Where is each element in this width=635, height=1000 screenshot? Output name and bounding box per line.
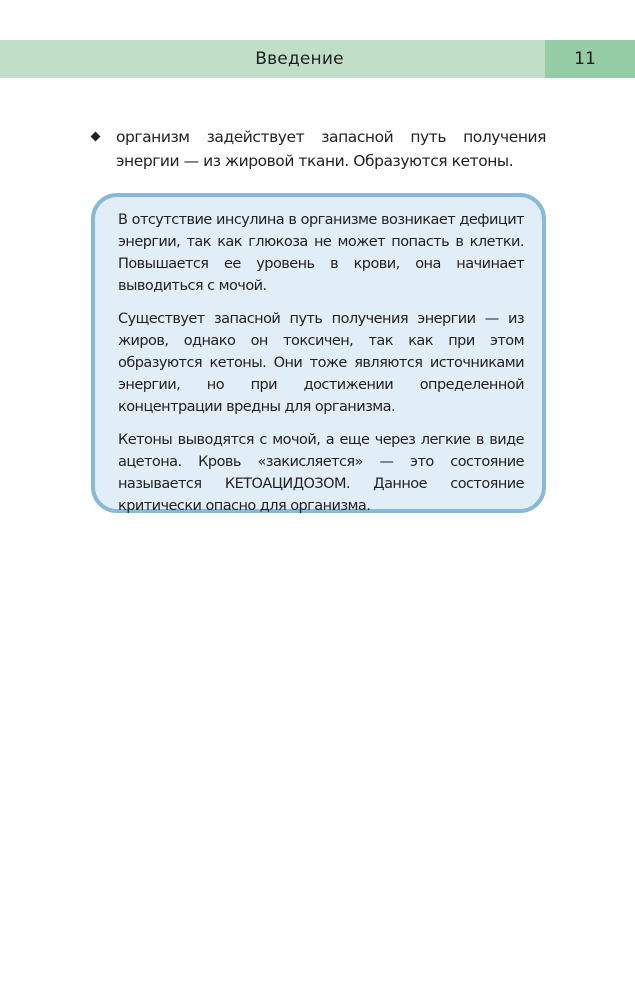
info-paragraph-3: Кетоны выводятся с мочой, а еще через легкие в виде ацетона. Кровь «закисляется» — это состояние называется КЕТОАЦИДОЗОМ. Данное состояние критически опасно для организма.	[118, 432, 524, 514]
page-number: 11	[574, 49, 596, 69]
page-header	[0, 40, 635, 78]
info-paragraph-1: В отсутствие инсулина в организме возникает дефицит энергии, так как глюкоза не может попасть в клетки. Повышается ее уровень в крови, она начинает выводиться с мочой.	[118, 212, 524, 294]
info-box-content	[118, 209, 524, 528]
page-number-box	[545, 40, 635, 78]
header-title-bar	[0, 40, 545, 78]
bullet-text: организм задействует запасной путь получения энергии — из жировой ткани. Образуются кетоны.	[116, 128, 546, 170]
diamond-bullet-icon	[91, 132, 101, 142]
info-paragraph-2: Существует запасной путь получения энергии — из жиров, однако он токсичен, так как при этом образуются кетоны. Они тоже являются источниками энергии, но при достижении определенной концентрации вредны для организма.	[118, 311, 524, 415]
info-box	[91, 193, 546, 513]
section-title: Введение	[255, 49, 344, 69]
